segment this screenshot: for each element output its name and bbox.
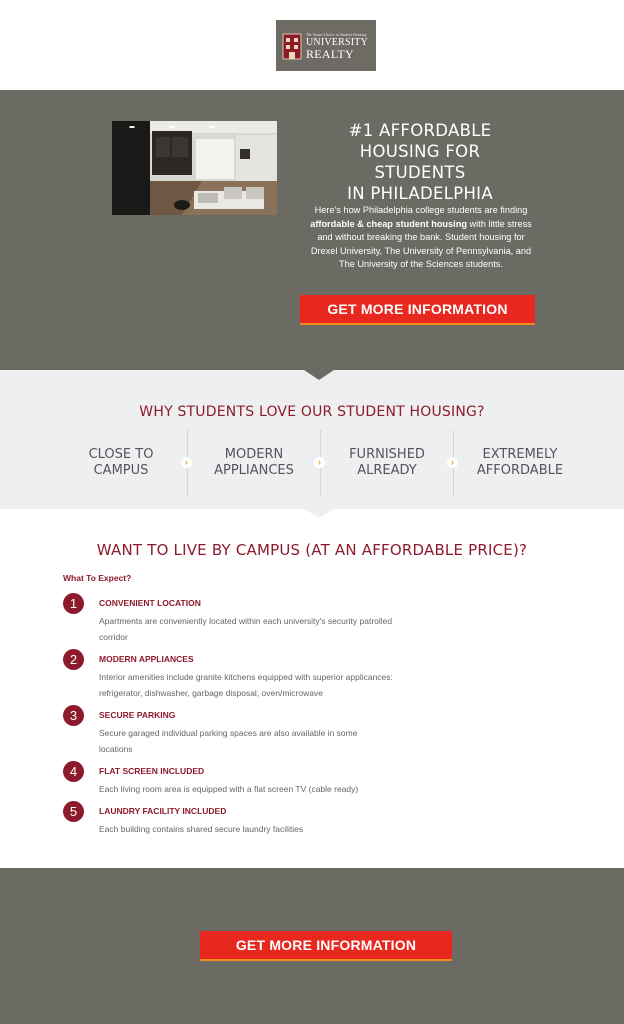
expect-subtitle: What To Expect? xyxy=(63,573,132,583)
item-description: Secure garaged individual parking spaces are also available in some locations xyxy=(99,728,358,754)
item-heading: MODERN APPLIANCES xyxy=(99,654,194,664)
expect-title: WANT TO LIVE BY CAMPUS (AT AN AFFORDABLE PRICE)? xyxy=(96,541,528,559)
feature-furnished-already: FURNISHED ALREADY xyxy=(349,447,425,478)
apartment-interior-photo xyxy=(112,121,277,215)
expect-item xyxy=(63,801,393,835)
item-number-badge: 2 xyxy=(63,649,84,670)
item-number-badge: 3 xyxy=(63,705,84,726)
item-heading: FLAT SCREEN INCLUDED xyxy=(99,766,205,776)
logo-tagline: The Smart Choice in Student Housing xyxy=(306,31,367,37)
apartment-photo-illustration xyxy=(112,121,277,215)
feature-close-to-campus: CLOSE TO CAMPUS xyxy=(88,447,154,478)
header xyxy=(0,0,624,90)
item-number-badge: 4 xyxy=(63,761,84,782)
item-description: Apartments are conveniently located within each university's security patrolled corridor xyxy=(99,616,393,642)
hero-description xyxy=(303,204,539,272)
footer-section xyxy=(0,868,624,1024)
university-realty-logo[interactable] xyxy=(276,20,376,71)
building-logo-icon xyxy=(282,32,302,60)
feature-extremely-affordable: EXTREMELY AFFORDABLE xyxy=(476,447,564,478)
item-description: Each building contains shared secure laundry facilities xyxy=(99,824,304,834)
chevron-right-icon: › xyxy=(447,457,458,468)
get-more-info-button-footer[interactable]: GET MORE INFORMATION xyxy=(200,931,452,961)
chevron-right-icon: › xyxy=(314,457,325,468)
hero-desc-part2: with little stress and without breaking the bank. Student housing for Drexel University, The University of Pennsylvania, and The University of the Sciences students. xyxy=(310,218,532,269)
expect-item xyxy=(63,705,393,755)
logo-wordmark xyxy=(306,32,368,60)
feature-modern-appliances: MODERN APPLIANCES xyxy=(214,447,294,478)
item-number-badge: 1 xyxy=(63,593,84,614)
hero-desc-bold: affordable & cheap student housing xyxy=(310,218,467,229)
hero-section xyxy=(0,90,624,370)
item-heading: SECURE PARKING xyxy=(99,710,176,720)
hero-desc-part1: Here's how Philadelphia college students are finding xyxy=(314,205,528,215)
section-notch xyxy=(304,509,334,518)
item-description: Interior amenities include granite kitchens equipped with superior applicances: refrigerator, dishwasher, garbage disposal, oven/microwave xyxy=(99,672,393,698)
logo-line-university: UNIVERSITY xyxy=(306,36,368,48)
expect-item xyxy=(63,761,393,795)
hero-title: #1 AFFORDABLE HOUSING FOR STUDENTS IN PHILADELPHIA xyxy=(347,121,493,203)
chevron-right-icon: › xyxy=(181,457,192,468)
section-notch xyxy=(304,370,334,380)
features-title: WHY STUDENTS LOVE OUR STUDENT HOUSING? xyxy=(139,404,485,420)
item-heading: LAUNDRY FACILITY INCLUDED xyxy=(99,806,227,816)
get-more-info-button[interactable]: GET MORE INFORMATION xyxy=(300,295,535,325)
item-number-badge: 5 xyxy=(63,801,84,822)
expect-item xyxy=(63,649,393,699)
expect-item xyxy=(63,593,393,643)
item-heading: CONVENIENT LOCATION xyxy=(99,598,201,608)
features-section xyxy=(0,370,624,509)
item-description: Each living room area is equipped with a flat screen TV (cable ready) xyxy=(99,784,359,794)
logo-line-realty: REALTY xyxy=(306,46,355,61)
